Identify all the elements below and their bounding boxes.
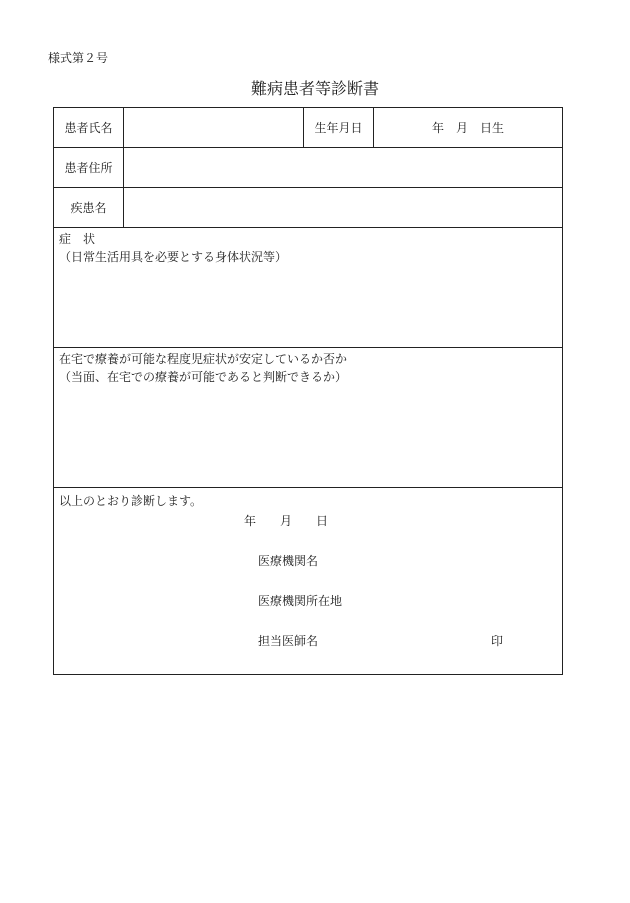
seal-label: 印	[491, 634, 504, 648]
certification-section	[54, 488, 562, 674]
patient-name-label: 患者氏名	[54, 108, 124, 147]
patient-name-row	[54, 108, 562, 148]
address-row	[54, 148, 562, 188]
diagnosis-form	[53, 107, 563, 675]
symptoms-section[interactable]	[54, 228, 562, 348]
address-label: 患者住所	[54, 148, 124, 187]
home-care-subheading: （当面、在宅での療養が可能であると判断できるか）	[59, 370, 348, 384]
symptoms-heading: 症 状	[59, 232, 96, 246]
doctor-label: 担当医師名	[258, 634, 319, 648]
certification-date[interactable]: 年 月 日	[244, 514, 329, 528]
form-number: 様式第２号	[48, 51, 109, 65]
symptoms-subheading: （日常生活用具を必要とする身体状況等）	[59, 250, 288, 264]
institution-address-label: 医療機関所在地	[258, 594, 343, 608]
document-title: 難病患者等診断書	[250, 79, 379, 98]
certification-statement: 以上のとおり診断します。	[59, 494, 203, 508]
address-field[interactable]	[124, 148, 562, 187]
disease-row	[54, 188, 562, 228]
disease-field[interactable]	[124, 188, 562, 227]
institution-label: 医療機関名	[258, 554, 319, 568]
home-care-heading: 在宅で療養が可能な程度児症状が安定しているか否か	[59, 352, 348, 366]
dob-label: 生年月日	[304, 108, 374, 147]
patient-name-field[interactable]	[124, 108, 304, 147]
disease-label: 疾患名	[54, 188, 124, 227]
dob-field[interactable]: 年 月 日生	[431, 121, 504, 135]
home-care-section[interactable]	[54, 348, 562, 488]
